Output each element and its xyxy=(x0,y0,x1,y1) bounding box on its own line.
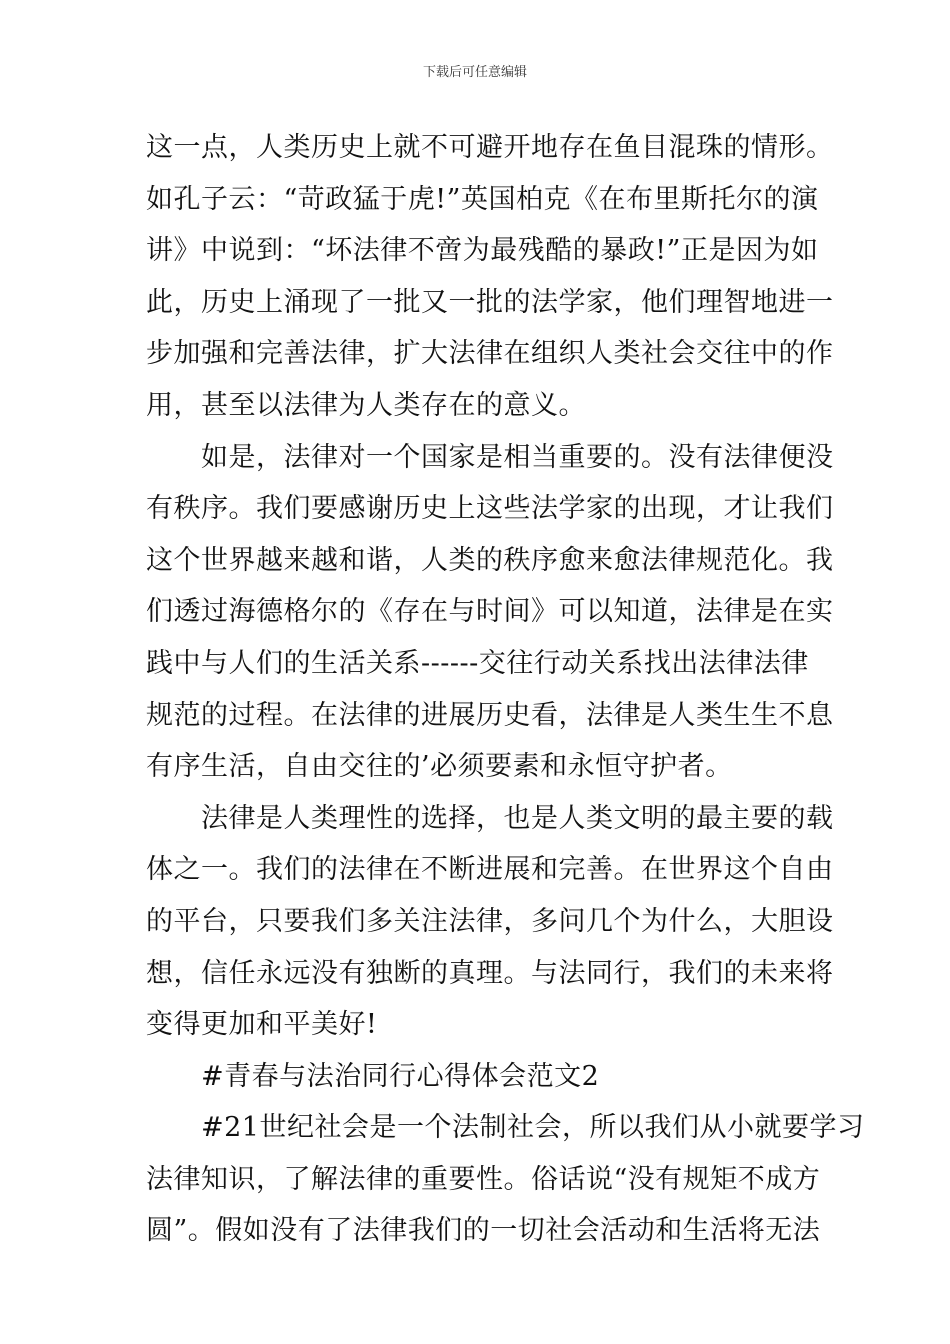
text-line: 想，信任永远没有独断的真理。与法同行，我们的未来将 xyxy=(146,957,834,989)
text-line: 们透过海德格尔的《存在与时间》可以知道，法律是在实 xyxy=(146,596,834,628)
page-header: 下载后可任意编辑 xyxy=(422,65,527,80)
text-line: 如孔子云：“苛政猛于虎!”英国柏克《在布里斯托尔的演 xyxy=(146,183,819,215)
text-line: 圆”。假如没有了法律我们的一切社会活动和生活将无法 xyxy=(146,1215,821,1247)
text-line: 这一点，人类历史上就不可避开地存在鱼目混珠的情形。 xyxy=(146,132,834,163)
text-line: 规范的过程。在法律的进展历史看，法律是人类生生不息 xyxy=(146,699,834,731)
text-line: 用，甚至以法律为人类存在的意义。 xyxy=(146,389,586,421)
text-line: 如是，法律对一个国家是相当重要的。没有法律便没 xyxy=(146,441,834,473)
text-line: 体之一。我们的法律在不断进展和完善。在世界这个自由 xyxy=(146,854,834,886)
text-line: 法律知识，了解法律的重要性。俗话说“没有规矩不成方 xyxy=(146,1163,821,1195)
text-line: 讲》中说到：“坏法律不啻为最残酷的暴政!”正是因为如 xyxy=(146,235,819,267)
text-line: 步加强和完善法律，扩大法律在组织人类社会交往中的作 xyxy=(146,338,834,370)
text-line: 有序生活，自由交往的’必须要素和永恒守护者。 xyxy=(146,751,733,783)
text-line: 这个世界越来越和谐，人类的秩序愈来愈法律规范化。我 xyxy=(146,544,834,576)
text-line: 有秩序。我们要感谢历史上这些法学家的出现，才让我们 xyxy=(146,493,834,525)
text-line: 的平台，只要我们多关注法律，多问几个为什么，大胆设 xyxy=(146,905,834,937)
text-line: 变得更加和平美好! xyxy=(146,1009,378,1041)
text-line: 此，历史上涌现了一批又一批的法学家，他们理智地进一 xyxy=(146,286,834,318)
text-line: 法律是人类理性的选择，也是人类文明的最主要的载 xyxy=(146,802,834,834)
section-heading: #青春与法治同行心得体会范文2 xyxy=(146,1060,600,1092)
text-line: #21世纪社会是一个法制社会，所以我们从小就要学习 xyxy=(146,1112,865,1144)
document-body xyxy=(146,122,865,1257)
text-line: 践中与人们的生活关系------交往行动关系找出法律法律 xyxy=(146,647,809,679)
